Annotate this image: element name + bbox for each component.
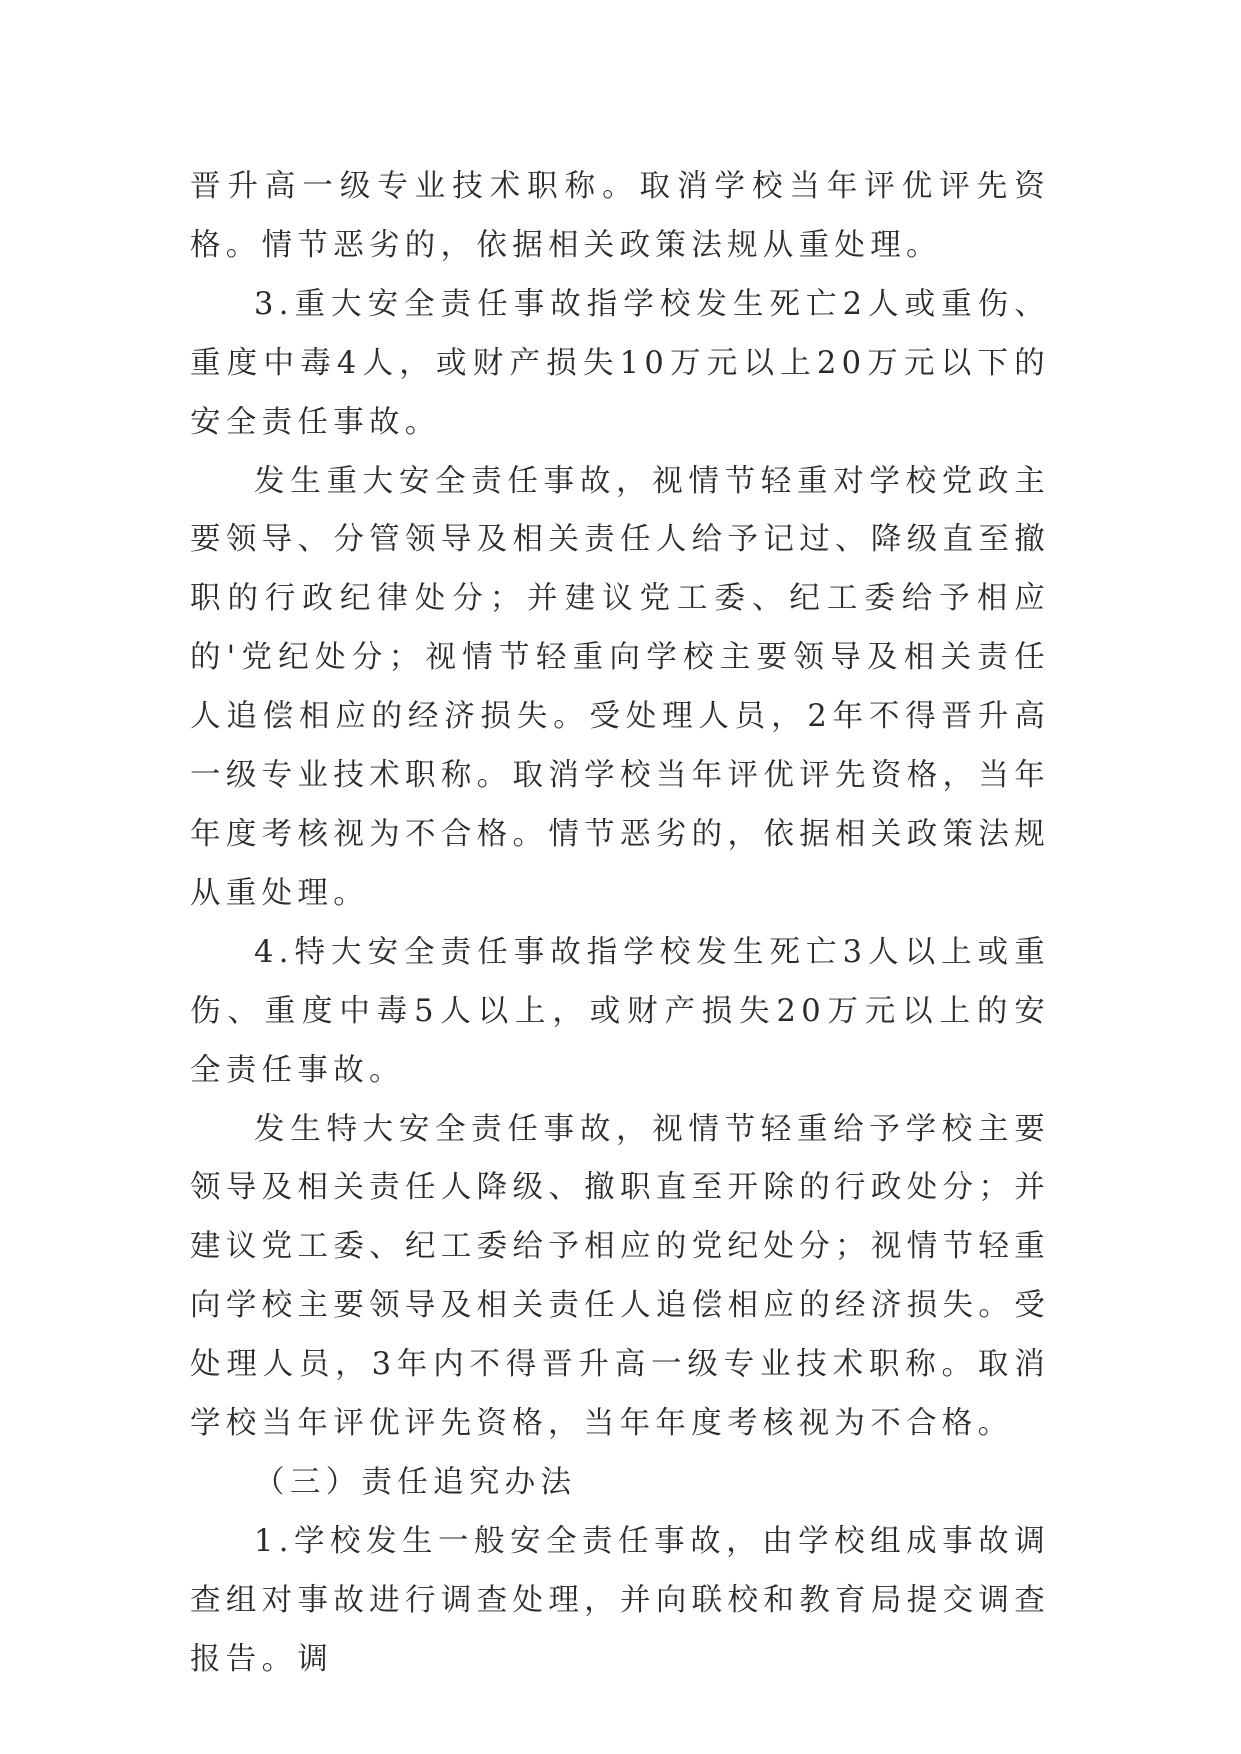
paragraph-item-1: 1.学校发生一般安全责任事故，由学校组成事故调查组对事故进行调查处理，并向联校和教育局提交调查报告。调 — [190, 1523, 1050, 1677]
paragraph-item-4: 4.特大安全责任事故指学校发生死亡3人以上或重伤、重度中毒5人以上，或财产损失20万元以上的安全责任事故。 — [190, 934, 1050, 1088]
section-heading: （三）责任追究办法 — [254, 1464, 577, 1500]
paragraph-item-3: 3.重大安全责任事故指学校发生死亡2人或重伤、重度中毒4人，或财产损失10万元以上20万元以下的安全责任事故。 — [190, 286, 1050, 440]
paragraph-major-accident-penalty: 发生重大安全责任事故，视情节轻重对学校党政主要领导、分管领导及相关责任人给予记过、降级直至撤职的行政纪律处分；并建议党工委、纪工委给予相应的'党纪处分；视情节轻重向学校主要领导及相关责任人追偿相应的经济损失。受处理人员，2年不得晋升高一级专业技术职称。取消学校当年评优评先资格，当年年度考核视为不合格。情节恶劣的，依据相关政策法规从重处理。 — [190, 463, 1050, 911]
document-body — [190, 158, 1050, 1690]
paragraph-extraordinary-accident-penalty: 发生特大安全责任事故，视情节轻重给予学校主要领导及相关责任人降级、撤职直至开除的行政处分；并建议党工委、纪工委给予相应的党纪处分；视情节轻重向学校主要领导及相关责任人追偿相应的经济损失。受处理人员，3年内不得晋升高一级专业技术职称。取消学校当年评优评先资格，当年年度考核视为不合格。 — [190, 1111, 1050, 1442]
paragraph-continuation: 晋升高一级专业技术职称。取消学校当年评优评先资格。情节恶劣的，依据相关政策法规从重处理。 — [190, 169, 1050, 263]
